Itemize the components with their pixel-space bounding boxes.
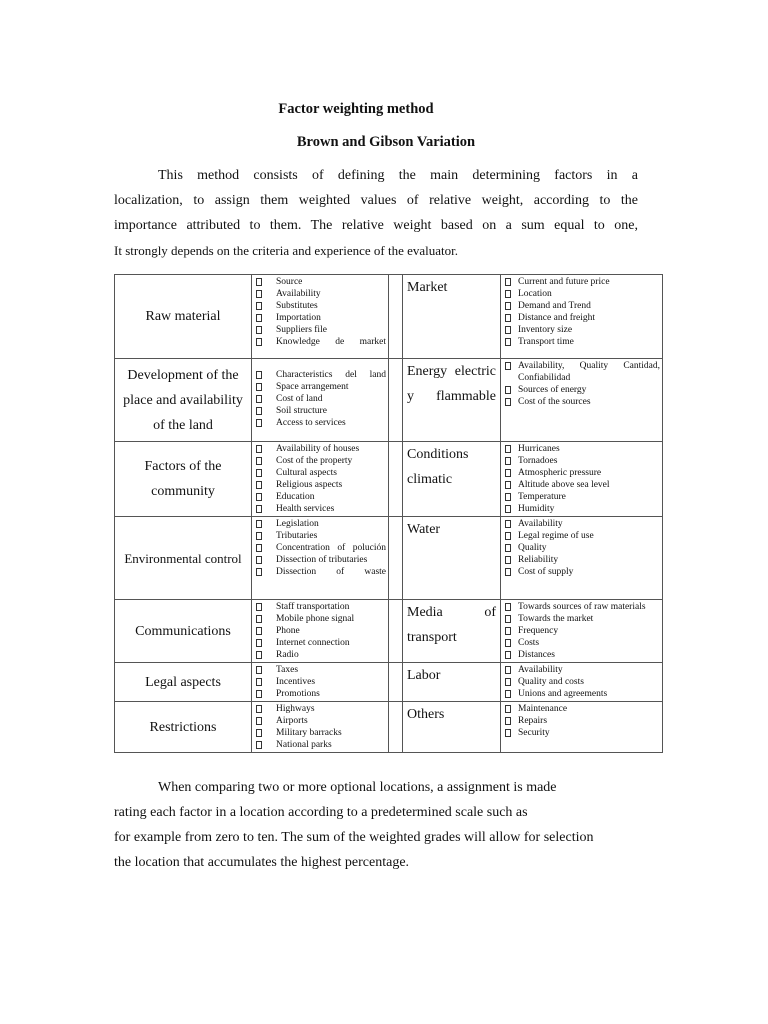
factor-cell (115, 442, 252, 517)
list-item: National parks (256, 739, 386, 751)
checkbox-icon (505, 729, 511, 737)
factor-label: Development of the place and availability of the land (123, 367, 243, 433)
table-row (115, 359, 663, 442)
checkbox-icon (256, 314, 262, 322)
factor-label: Restrictions (149, 719, 217, 735)
checkbox-icon (256, 690, 262, 698)
checkbox-icon (505, 362, 511, 370)
subfactor2-cell (501, 359, 663, 442)
factor2-label: Conditions climatic (407, 447, 469, 487)
list-item: Altitude above sea level (505, 479, 660, 491)
checkbox-icon (505, 717, 511, 725)
factor2-cell (403, 702, 501, 753)
list-item: Internet connection (256, 637, 386, 649)
factor-cell (115, 359, 252, 442)
checkbox-icon (256, 520, 262, 528)
table-row (115, 442, 663, 517)
list-item: Characteristics del land (256, 369, 386, 381)
list-item: Education (256, 491, 386, 503)
checkbox-icon (256, 705, 262, 713)
list-item: Dissection of waste (256, 566, 386, 578)
subfactor-cell (252, 600, 389, 663)
checkbox-icon (505, 398, 511, 406)
checkbox-icon (505, 338, 511, 346)
checkbox-icon (505, 278, 511, 286)
list-item: Cost of the property (256, 455, 386, 467)
checkbox-icon (505, 493, 511, 501)
list-item: Atmospheric pressure (505, 467, 660, 479)
table-row (115, 663, 663, 702)
factor-label: Legal aspects (145, 674, 221, 690)
factor-label: Raw material (145, 309, 221, 324)
outro-line: for example from zero to ten. The sum of the weighted grades will allow for selection (114, 830, 594, 845)
list-item: Availability (505, 518, 660, 530)
factor2-label: Media of transport (407, 605, 496, 645)
list-item: Staff transportation (256, 601, 386, 613)
table-row (115, 702, 663, 753)
factor2-cell (403, 517, 501, 600)
factor2-label: Others (407, 707, 445, 722)
subfactor2-cell (501, 702, 663, 753)
list-item: Soil structure (256, 405, 386, 417)
checkbox-icon (256, 603, 262, 611)
list-item: Quality (505, 542, 660, 554)
list-item: Tornadoes (505, 455, 660, 467)
checkbox-icon (256, 419, 262, 427)
intro-paragraph (114, 163, 638, 263)
table-row (115, 517, 663, 600)
list-item: Phone (256, 625, 386, 637)
list-item: Towards the market (505, 613, 660, 625)
checkbox-icon (505, 690, 511, 698)
factor2-label: Market (407, 280, 448, 295)
checkbox-icon (256, 532, 262, 540)
checkbox-icon (505, 532, 511, 540)
checkbox-icon (256, 481, 262, 489)
list-item: Military barracks (256, 727, 386, 739)
factor2-cell (403, 275, 501, 359)
checkbox-icon (256, 729, 262, 737)
factor2-label: Water (407, 522, 441, 537)
factor-label: Factors of the community (144, 459, 222, 499)
checkbox-icon (256, 407, 262, 415)
checkbox-icon (256, 717, 262, 725)
list-item: Importation (256, 312, 386, 324)
checkbox-icon (256, 615, 262, 623)
list-item: Radio (256, 649, 386, 661)
checkbox-icon (256, 395, 262, 403)
list-item: Airports (256, 715, 386, 727)
checkbox-icon (256, 505, 262, 513)
list-item: Availability (256, 288, 386, 300)
list-item: Distances (505, 649, 660, 661)
subfactor-cell (252, 702, 389, 753)
outro-line: rating each factor in a location according to a predetermined scale such as (114, 805, 528, 820)
list-item: Cost of land (256, 393, 386, 405)
list-item: Taxes (256, 664, 386, 676)
list-item: Promotions (256, 688, 386, 700)
table-row (115, 600, 663, 663)
checkbox-icon (505, 705, 511, 713)
checkbox-icon (505, 326, 511, 334)
factor2-cell (403, 663, 501, 702)
checkbox-icon (256, 326, 262, 334)
outro-line: the location that accumulates the highest percentage. (114, 855, 410, 870)
factors-table (114, 274, 663, 753)
checkbox-icon (505, 615, 511, 623)
list-item: Suppliers file (256, 324, 386, 336)
page-title: Factor weighting method (278, 101, 434, 117)
list-item: Incentives (256, 676, 386, 688)
intro-line: It strongly depends on the criteria and experience of the evaluator. (114, 243, 459, 258)
spacer-cell (389, 663, 403, 702)
list-item: Highways (256, 703, 386, 715)
checkbox-icon (505, 651, 511, 659)
factor-cell (115, 600, 252, 663)
factor2-label: Energy electric y flammable (407, 364, 496, 404)
checkbox-icon (505, 556, 511, 564)
spacer-cell (389, 600, 403, 663)
factor-cell (115, 663, 252, 702)
checkbox-icon (505, 520, 511, 528)
list-item: Legislation (256, 518, 386, 530)
spacer-cell (389, 702, 403, 753)
factor2-label: Labor (407, 668, 441, 683)
list-item: Health services (256, 503, 386, 515)
list-item: Unions and agreements (505, 688, 660, 700)
checkbox-icon (256, 544, 262, 552)
list-item: Access to services (256, 417, 386, 429)
spacer-cell (389, 275, 403, 359)
checkbox-icon (256, 568, 262, 576)
list-item: Legal regime of use (505, 530, 660, 542)
checkbox-icon (505, 666, 511, 674)
checkbox-icon (505, 568, 511, 576)
checkbox-icon (256, 383, 262, 391)
list-item: Cost of supply (505, 566, 660, 578)
checkbox-icon (505, 290, 511, 298)
spacer-cell (389, 442, 403, 517)
list-item: Maintenance (505, 703, 660, 715)
intro-line: importance attributed to them. The relative weight based on a sum equal to one, (114, 218, 638, 233)
checkbox-icon (256, 556, 262, 564)
list-item: Cultural aspects (256, 467, 386, 479)
list-item: Transport time (505, 336, 660, 348)
checkbox-icon (505, 302, 511, 310)
list-item: Distance and freight (505, 312, 660, 324)
factor-cell (115, 275, 252, 359)
subfactor-cell (252, 275, 389, 359)
list-item: Sources of energy (505, 384, 660, 396)
list-item: Security (505, 727, 660, 739)
subfactor-cell (252, 663, 389, 702)
list-item: Dissection of tributaries (256, 554, 386, 566)
checkbox-icon (256, 457, 262, 465)
spacer-cell (389, 517, 403, 600)
subfactor-cell (252, 517, 389, 600)
checkbox-icon (256, 371, 262, 379)
subfactor2-cell (501, 600, 663, 663)
list-item: Hurricanes (505, 443, 660, 455)
subfactor-cell (252, 442, 389, 517)
table-row (115, 275, 663, 359)
checkbox-icon (505, 544, 511, 552)
list-item: Availability, Quality Cantidad, Confiabilidad (505, 360, 660, 384)
list-item: Cost of the sources (505, 396, 660, 408)
list-item: Location (505, 288, 660, 300)
list-item: Concentration of polución (256, 542, 386, 554)
subfactor2-cell (501, 442, 663, 517)
list-item: Source (256, 276, 386, 288)
list-item: Quality and costs (505, 676, 660, 688)
list-item: Tributaries (256, 530, 386, 542)
list-item: Current and future price (505, 276, 660, 288)
list-item: Humidity (505, 503, 660, 515)
list-item: Costs (505, 637, 660, 649)
checkbox-icon (505, 314, 511, 322)
list-item: Substitutes (256, 300, 386, 312)
list-item: Availability of houses (256, 443, 386, 455)
factor-cell (115, 702, 252, 753)
checkbox-icon (256, 639, 262, 647)
checkbox-icon (256, 741, 262, 749)
checkbox-icon (505, 445, 511, 453)
factor2-cell (403, 442, 501, 517)
outro-line: When comparing two or more optional locations, a assignment is made (158, 780, 557, 795)
factor-cell (115, 517, 252, 600)
checkbox-icon (256, 651, 262, 659)
list-item: Reliability (505, 554, 660, 566)
checkbox-icon (256, 302, 262, 310)
checkbox-icon (505, 627, 511, 635)
page-subtitle: Brown and Gibson Variation (296, 134, 476, 150)
subfactor2-cell (501, 663, 663, 702)
list-item: Inventory size (505, 324, 660, 336)
checkbox-icon (256, 278, 262, 286)
checkbox-icon (505, 481, 511, 489)
subfactor2-cell (501, 275, 663, 359)
list-item: Knowledge de market (256, 336, 386, 348)
checkbox-icon (256, 666, 262, 674)
list-item: Availability (505, 664, 660, 676)
list-item: Frequency (505, 625, 660, 637)
checkbox-icon (256, 678, 262, 686)
checkbox-icon (505, 469, 511, 477)
factor2-cell (403, 359, 501, 442)
factor-label: Environmental control (124, 550, 242, 566)
checkbox-icon (505, 457, 511, 465)
list-item: Temperature (505, 491, 660, 503)
checkbox-icon (256, 338, 262, 346)
factor2-cell (403, 600, 501, 663)
factor-label: Communications (135, 623, 231, 639)
checkbox-icon (505, 386, 511, 394)
checkbox-icon (505, 639, 511, 647)
subfactor2-cell (501, 517, 663, 600)
list-item: Religious aspects (256, 479, 386, 491)
list-item: Repairs (505, 715, 660, 727)
subfactor-cell (252, 359, 389, 442)
list-item: Space arrangement (256, 381, 386, 393)
checkbox-icon (256, 290, 262, 298)
checkbox-icon (256, 445, 262, 453)
checkbox-icon (256, 493, 262, 501)
checkbox-icon (505, 603, 511, 611)
checkbox-icon (505, 505, 511, 513)
list-item: Towards sources of raw materials (505, 601, 660, 613)
list-item: Mobile phone signal (256, 613, 386, 625)
outro-paragraph (114, 775, 638, 875)
checkbox-icon (256, 627, 262, 635)
intro-line: This method consists of defining the main determining factors in a (158, 168, 638, 183)
spacer-cell (389, 359, 403, 442)
intro-line: localization, to assign them weighted values of relative weight, according to the (114, 193, 638, 208)
list-item: Demand and Trend (505, 300, 660, 312)
checkbox-icon (256, 469, 262, 477)
checkbox-icon (505, 678, 511, 686)
